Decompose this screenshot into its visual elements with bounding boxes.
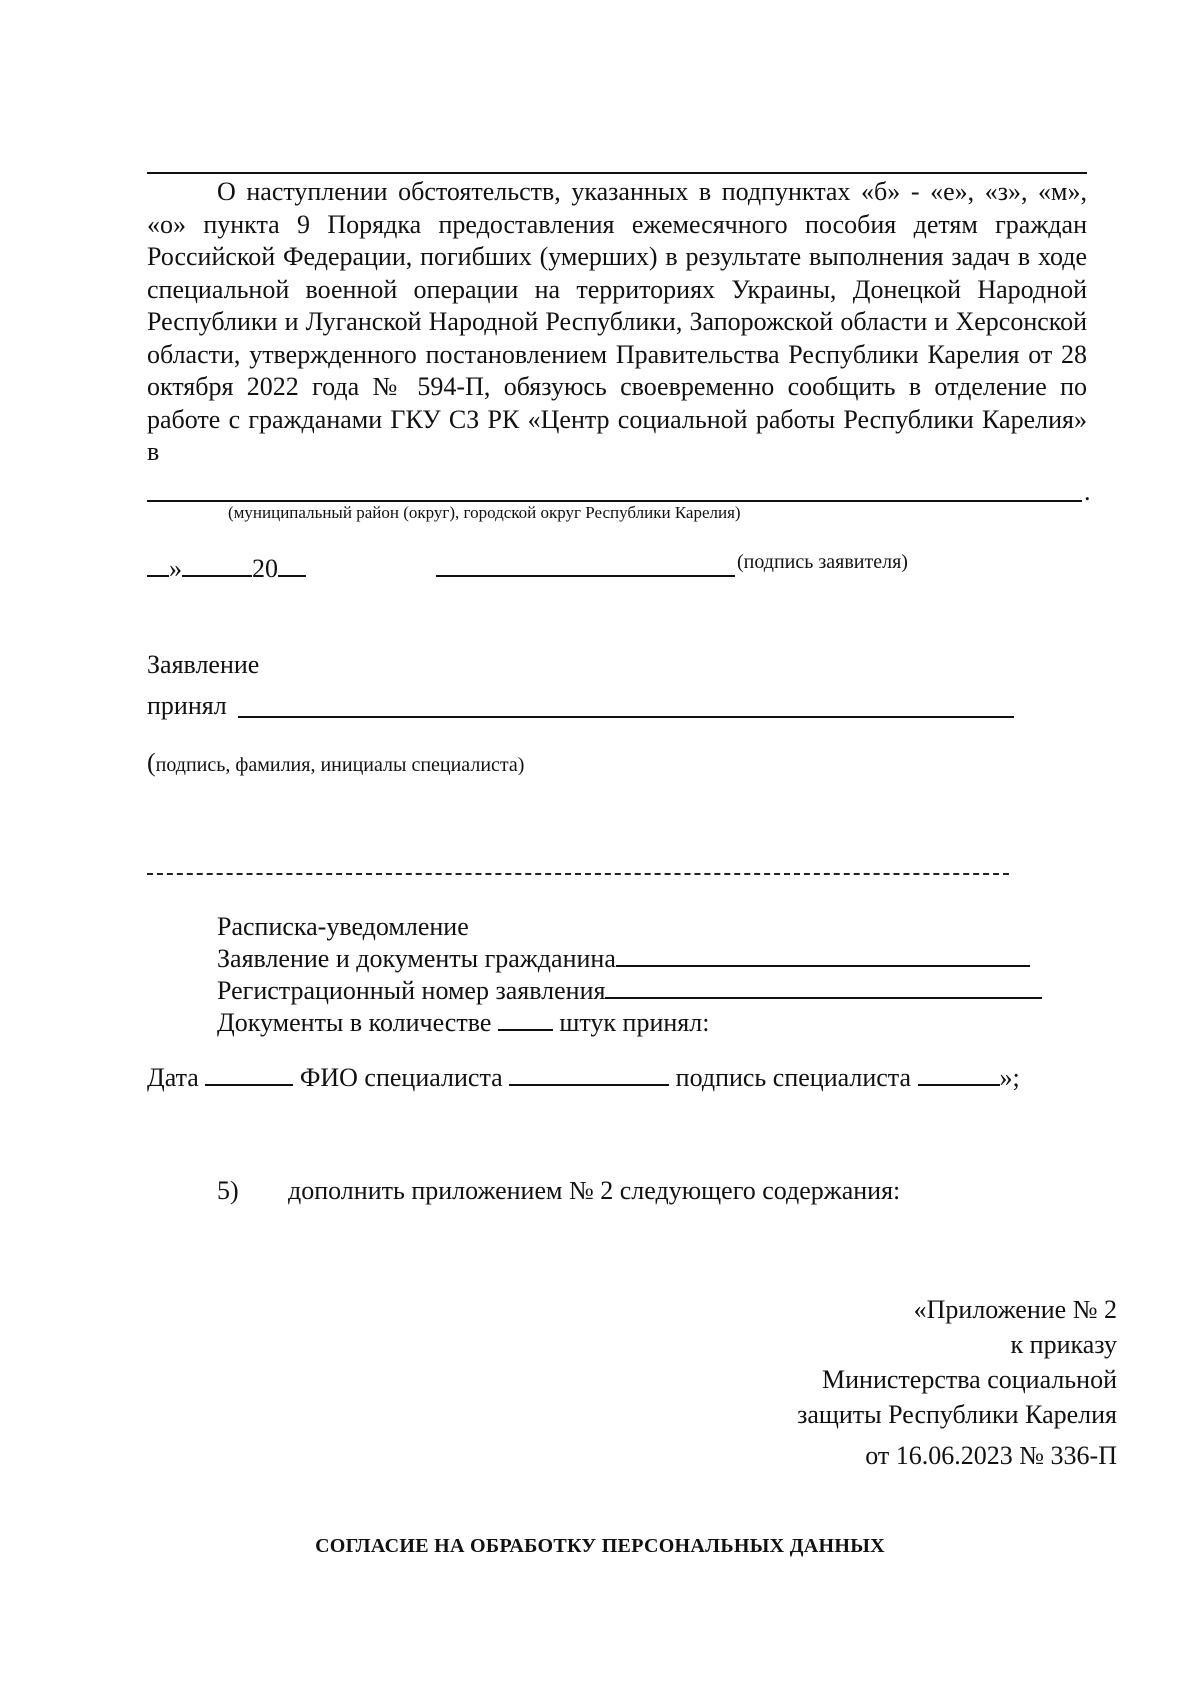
year-prefix: 20 [252,554,278,583]
specialist-caption-text: подпись, фамилия, инициалы специалиста) [155,754,525,776]
item5-number: 5) [217,1176,239,1205]
receipt-count-line [217,1007,709,1039]
fio-field[interactable] [509,1062,669,1086]
month-field[interactable] [182,553,252,577]
year-field[interactable] [278,553,306,577]
applicant-signature-caption: (подпись заявителя) [737,551,908,573]
appendix-header [797,1292,1117,1473]
obligation-paragraph [147,176,1087,469]
appendix-line5: от 16.06.2023 № 336-П [865,1441,1117,1470]
reg-number-field[interactable] [605,975,1042,999]
receipt-reg-line [217,975,1042,1007]
sign-row-end: »; [999,1063,1020,1092]
municipal-caption: (муниципальный район (округ), городской округ Республики Карелия) [228,503,741,522]
date-line [147,553,306,585]
appendix-line3: Министерства социальной [822,1365,1117,1394]
applicant-signature-field[interactable] [436,575,735,577]
obligation-text: О наступлении обстоятельств, указанных в подпунктах «б» - «е», «з», «м», «о» пункта 9 Порядка предоставления ежемесячного пособия детям граждан Российской Федерации, погибших (умерших) в результате выполнения задач в ходе специальной военной операции на территориях Украины, Донецкой Народной Республики и Луганской Народной Республики, Запорожской области и Херсонской области, утвержденного постановлением Правительства Республики Карелия от 28 октября 2022 года № 594-П, обязуюсь своевременно сообщить в отделение по работе с гражданами ГКУ СЗ РК «Центр социальной работы Республики Карелия» в [147,177,1087,466]
accepted-by-field[interactable] [238,716,1014,718]
doc-count-field[interactable] [498,1007,553,1031]
appendix-line1: «Приложение № 2 [913,1295,1117,1324]
appendix-line2: к приказу [1010,1330,1117,1359]
receipt-reg-label: Регистрационный номер заявления [217,976,606,1005]
receipt-docs-line [217,943,1030,975]
receipt-title: Расписка-уведомление [217,912,469,941]
receipt-count-suffix: штук принял: [559,1008,710,1037]
specialist-signature-field[interactable] [918,1062,1000,1086]
item5-text: дополнить приложением № 2 следующего содержания: [288,1176,901,1205]
top-rule [147,172,1087,174]
specialist-caption [147,748,524,778]
signature-label: подпись специалиста [675,1063,912,1092]
receipt-docs-label: Заявление и документы гражданина [217,944,616,973]
fio-label: ФИО специалиста [299,1063,503,1092]
citizen-docs-field[interactable] [616,943,1030,967]
cut-line [147,873,1009,875]
date-quote-mark: » [169,554,182,583]
receipt-count-prefix: Документы в количестве [217,1008,492,1037]
specialist-sign-row [147,1062,1020,1094]
accepted-label-line1: Заявление [147,650,260,679]
line-end-period: . [1084,477,1091,506]
day-field[interactable] [147,553,169,577]
date-label: Дата [147,1063,199,1092]
specialist-caption-paren: ( [147,748,156,777]
date-field[interactable] [205,1062,293,1086]
appendix-line4: защиты Республики Карелия [797,1400,1117,1429]
municipal-field[interactable] [147,500,1082,502]
consent-title: СОГЛАСИЕ НА ОБРАБОТКУ ПЕРСОНАЛЬНЫХ ДАННЫХ [315,1535,885,1557]
accepted-label-line2: принял [147,691,227,720]
